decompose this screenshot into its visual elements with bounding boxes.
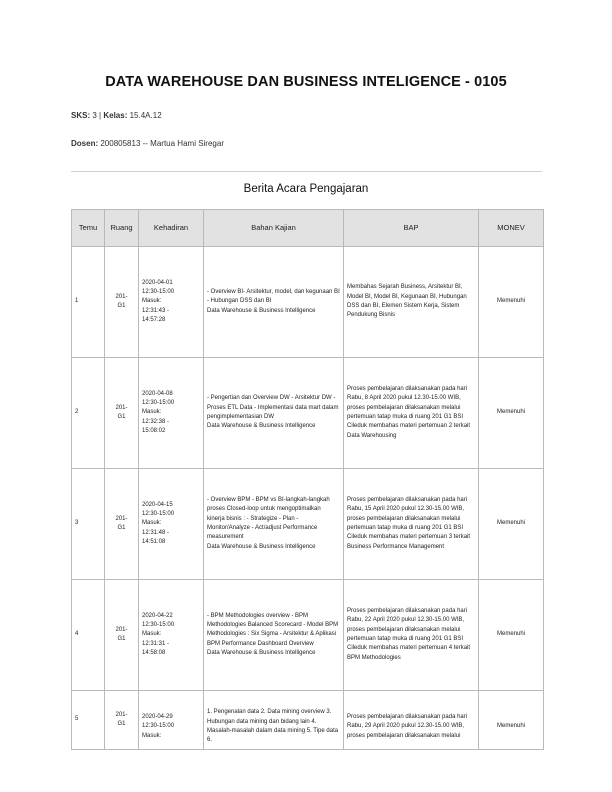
cell-kehadiran [139,358,204,469]
divider [71,171,542,172]
section-title: Berita Acara Pengajaran [243,183,369,195]
cell-kehadiran [139,469,204,580]
cell-kehadiran [139,580,204,691]
table-row [72,358,544,469]
meta-separator: | [99,111,102,120]
cell-temu: 3 [72,469,105,580]
cell-kehadiran-text: 2020-04-29 12:30-15:00 Masuk: [142,714,175,739]
cell-temu: 5 [72,691,105,750]
page-title: DATA WAREHOUSE DAN BUSINESS INTELIGENCE - 0105 [105,74,507,90]
table-row [72,691,544,750]
cell-ruang-text: 201- G1 [115,711,128,727]
cell-bap: Proses pembelajaran dilaksanakan pada hari Rabu, 8 April 2020 pukul 12.30-15.00 WIB, proses pembelajaran dilaksanakan melalui pertemuan tatap muka di ruang 201 G1 BSI Cileduk membahas materi pertemuan 2 terkait Data Warehousing [344,358,479,469]
cell-bahan-text: - Pengertian dan Overview DW - Arsitektur DW - Proses ETL Data - Implementasi data mart dalam pengimplementasian DW Data Warehouse & Business Intelligence [207,395,339,430]
dosen-value: 200805813 -- Martua Hami Siregar [100,139,224,148]
cell-bahan-text: 1. Pengenalan data 2. Data mining overview 3. Hubungan data mining dan bidang lain 4. Masalah-masalah dalam data mining 5. Tipe data 6. [207,709,339,744]
course-meta [71,111,162,120]
header-bahan-kajian: Bahan Kajian [204,210,344,247]
cell-monev: Memenuhi [479,469,544,580]
header-temu: Temu [72,210,105,247]
cell-temu: 1 [72,247,105,358]
cell-bap: Proses pembelajaran dilaksanakan pada hari Rabu, 15 April 2020 pukul 12.30-15.00 WIB, proses pembelajaran dilaksanakan melalui pertemuan tatap muka di ruang 201 G1 BSI Cileduk membahas materi pertemuan 3 terkait Business Performance Management [344,469,479,580]
cell-kehadiran [139,691,204,750]
cell-monev: Memenuhi [479,580,544,691]
cell-bahan-kajian [204,469,344,580]
cell-ruang [105,691,139,750]
table-row [72,247,544,358]
cell-kehadiran-text: 2020-04-08 12:30-15:00 Masuk: 12:32:38 - 15:08:02 [142,390,175,434]
cell-ruang [105,358,139,469]
cell-kehadiran [139,247,204,358]
header-monev: MONEV [479,210,544,247]
table-row [72,469,544,580]
lecturer-meta [71,139,224,148]
cell-bahan-kajian [204,580,344,691]
cell-ruang [105,247,139,358]
cell-bahan-kajian [204,691,344,750]
table-row [72,580,544,691]
cell-ruang [105,469,139,580]
table-header-row [72,210,544,247]
cell-monev: Memenuhi [479,358,544,469]
cell-bahan-kajian [204,247,344,358]
cell-bap: Proses pembelajaran dilaksanakan pada hari Rabu, 29 April 2020 pukul 12.30-15.00 WIB, proses pembelajaran dilaksanakan melalui [344,691,479,750]
cell-kehadiran-text: 2020-04-15 12:30-15:00 Masuk: 12:31:48 - 14:51:08 [142,501,175,545]
sks-label: SKS: [71,111,91,120]
cell-monev: Memenuhi [479,691,544,750]
cell-bap: Proses pembelajaran dilaksanakan pada hari Rabu, 22 April 2020 pukul 12.30-15.00 WIB, proses pembelajaran dilaksanakan melalui pertemuan tatap muka di ruang 201 G1 BSI Cileduk membahas materi pertemuan 4 terkait BPM Methodologies [344,580,479,691]
cell-ruang-text: 201- G1 [115,515,128,531]
teaching-record-table [71,209,544,750]
cell-bahan-text: - Overview BPM - BPM vs BI-langkah-langkah proses Closed-loop untuk mengoptimalkan kinerja bisnis : - Strategize - Plan - Monitor/Analyze - Act/adjust Performance measurement Data Warehouse & Business Intelligence [207,497,330,550]
cell-ruang-text: 201- G1 [115,626,128,642]
cell-ruang-text: 201- G1 [115,293,128,309]
cell-bahan-kajian [204,358,344,469]
header-ruang: Ruang [105,210,139,247]
cell-temu: 4 [72,580,105,691]
sks-value: 3 [92,111,97,120]
dosen-label: Dosen: [71,139,99,148]
cell-ruang [105,580,139,691]
cell-kehadiran-text: 2020-04-01 12:30-15:00 Masuk: 12:31:43 - 14:57:28 [142,279,175,323]
cell-bahan-text: - BPM Methodologies overview - BPM Methodologies Balanced Scorecard - Model BPM Methodologies : Six Sigma - Arsitektur & Aplikasi BPM Performance Dashboard Overview Data Warehouse & Business Intelligence [207,612,339,656]
cell-ruang-text: 201- G1 [115,404,128,420]
cell-bahan-text: - Overview BI- Arsitektur, model, dan kegunaan BI - Hubungan DSS dan BI Data Warehouse & Business Intelligence [207,289,340,314]
cell-temu: 2 [72,358,105,469]
header-kehadiran: Kehadiran [139,210,204,247]
cell-kehadiran-text: 2020-04-22 12:30-15:00 Masuk: 12:31:31 - 14:58:08 [142,612,175,656]
cell-bap: Membahas Sejarah Business, Arsitektur BI, Model BI, Model BI, Kegunaan BI, Hubungan DSS dan BI, Elemen Sistem Kerja, Sistem Pendukung Bisnis [344,247,479,358]
kelas-value: 15.4A.12 [129,111,162,120]
kelas-label: Kelas: [103,111,128,120]
header-bap: BAP [344,210,479,247]
cell-monev: Memenuhi [479,247,544,358]
